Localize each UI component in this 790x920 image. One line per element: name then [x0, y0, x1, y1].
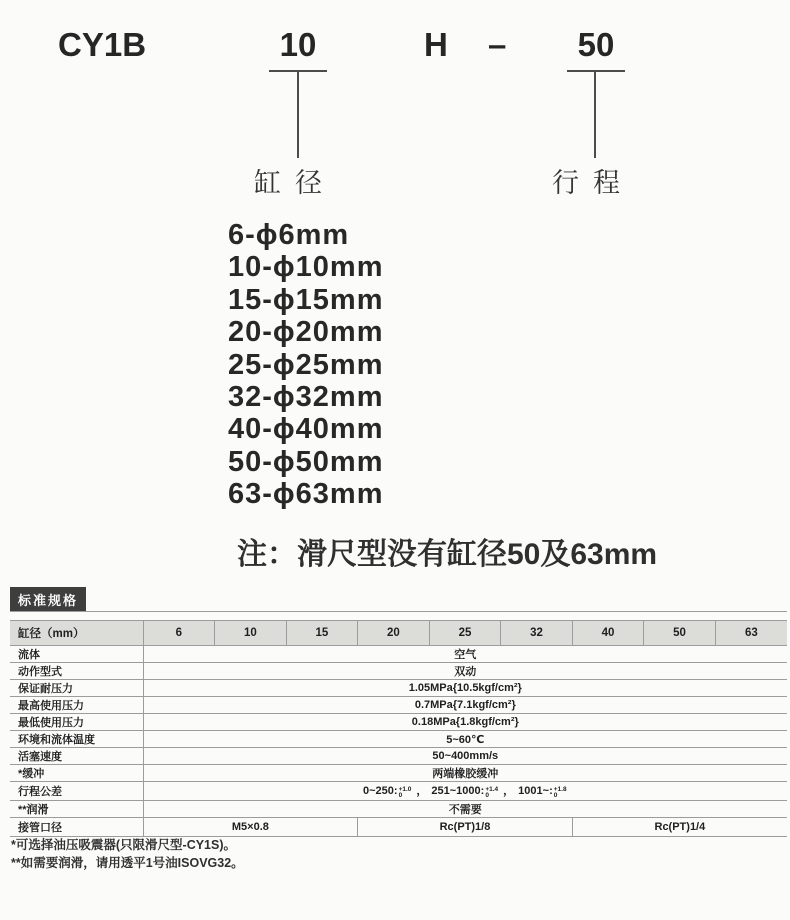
- spec-row-label: 活塞速度: [10, 748, 143, 765]
- spec-row-label: 流体: [10, 646, 143, 663]
- bore-list-item: 25-ϕ25mm: [228, 348, 384, 381]
- section-divider: [10, 611, 787, 612]
- spec-value-cell: 两端橡胶缓冲: [143, 765, 787, 782]
- spec-header-row: [10, 621, 787, 646]
- spec-row-label: 接管口径: [10, 817, 143, 836]
- spec-value-cell: 不需要: [143, 800, 787, 817]
- spec-row: [10, 646, 787, 663]
- spec-value-cell: 空气: [143, 646, 787, 663]
- spec-header-bore-cell: 63: [715, 621, 787, 646]
- footnotes: [11, 836, 244, 872]
- stroke-leader-line: [594, 70, 596, 158]
- spec-header-bore-cell: 20: [358, 621, 430, 646]
- bore-list: [228, 219, 383, 511]
- section-title: 标准规格: [10, 587, 86, 612]
- spec-table-body: [10, 621, 787, 837]
- bore-list-item: 10-ϕ10mm: [228, 251, 384, 284]
- spec-row: [10, 680, 787, 697]
- spec-row: [10, 782, 787, 801]
- spec-header-bore-cell: 32: [501, 621, 573, 646]
- bore-list-item: 63-ϕ63mm: [228, 478, 384, 511]
- spec-row: [10, 765, 787, 782]
- stroke-leader-label: 行程: [552, 168, 634, 198]
- model-bore-code: 10: [269, 28, 327, 72]
- spec-row-label: 最低使用压力: [10, 714, 143, 731]
- spec-row-label: 行程公差: [10, 782, 143, 801]
- tolerance-stack: [399, 787, 412, 800]
- tolerance-upper: +1.8: [553, 785, 567, 793]
- tolerance-stack: [554, 787, 567, 800]
- spec-row: [10, 714, 787, 731]
- bore-list-item: 15-ϕ15mm: [228, 283, 384, 316]
- tolerance-upper: +1.4: [485, 785, 499, 793]
- spec-row: [10, 697, 787, 714]
- note-text: 注：滑尺型没有缸径50及63mm: [237, 538, 658, 571]
- tolerance-separator: ，: [503, 785, 515, 797]
- bore-list-item: 32-ϕ32mm: [228, 381, 384, 414]
- tolerance-lower: 0: [553, 792, 558, 799]
- spec-row: [10, 800, 787, 817]
- tolerance-lower: 0: [398, 792, 403, 799]
- tolerance-stack: [485, 787, 498, 800]
- spec-header-bore-cell: 40: [572, 621, 644, 646]
- tolerance-separator: ，: [416, 785, 428, 797]
- spec-header-bore-cell: 50: [644, 621, 716, 646]
- model-dash: –: [488, 26, 507, 63]
- spec-header-label: 缸径（mm）: [10, 621, 143, 646]
- bore-list-item: 20-ϕ20mm: [228, 316, 384, 349]
- bore-leader-line: [297, 70, 299, 158]
- spec-header-bore-cell: 10: [215, 621, 287, 646]
- spec-value-cell: 1.05MPa{10.5kgf/cm²}: [143, 680, 787, 697]
- spec-value-cell: M5×0.8: [143, 817, 358, 836]
- spec-value-cell: Rc(PT)1/8: [358, 817, 573, 836]
- spec-value-cell: 5~60℃: [143, 731, 787, 748]
- spec-row-label: 动作型式: [10, 663, 143, 680]
- spec-table: [10, 620, 787, 837]
- spec-row-label: 环境和流体温度: [10, 731, 143, 748]
- spec-value-cell: Rc(PT)1/4: [572, 817, 787, 836]
- footnote-line: *可选择油压吸震器(只限滑尺型-CY1S)。: [11, 838, 237, 852]
- model-type-code: H: [424, 26, 448, 63]
- spec-row: [10, 663, 787, 680]
- spec-row-label: 最高使用压力: [10, 697, 143, 714]
- bore-list-item: 40-ϕ40mm: [228, 413, 384, 446]
- spec-row-label: **润滑: [10, 800, 143, 817]
- spec-value-cell: 50~400mm/s: [143, 748, 787, 765]
- bore-list-item: 50-ϕ50mm: [228, 445, 384, 478]
- spec-header-bore-cell: 25: [429, 621, 501, 646]
- spec-value-cell: 0.18MPa{1.8kgf/cm²}: [143, 714, 787, 731]
- spec-tolerance-cell: 0~250: +1.0 0 ， 251~1000: +1.4 0 ， 1001~: +1.8 0: [143, 782, 787, 801]
- tolerance-upper: +1.0: [398, 785, 412, 793]
- bore-list-item: 6-ϕ6mm: [228, 219, 350, 251]
- model-stroke-code: 50: [567, 28, 625, 72]
- spec-value-cell: 0.7MPa{7.1kgf/cm²}: [143, 697, 787, 714]
- model-series: CY1B: [58, 26, 147, 63]
- footnote-line: **如需要润滑，请用透平1号油ISOVG32。: [11, 856, 244, 870]
- spec-row: [10, 748, 787, 765]
- bore-leader-label: 缸径: [254, 168, 336, 198]
- tolerance-lower: 0: [485, 792, 489, 799]
- spec-row-label: 保证耐压力: [10, 680, 143, 697]
- spec-row-label: *缓冲: [10, 765, 143, 782]
- spec-row: [10, 817, 787, 836]
- spec-header-bore-cell: 6: [143, 621, 215, 646]
- spec-header-bore-cell: 15: [286, 621, 358, 646]
- spec-row: [10, 731, 787, 748]
- spec-value-cell: 双动: [143, 663, 787, 680]
